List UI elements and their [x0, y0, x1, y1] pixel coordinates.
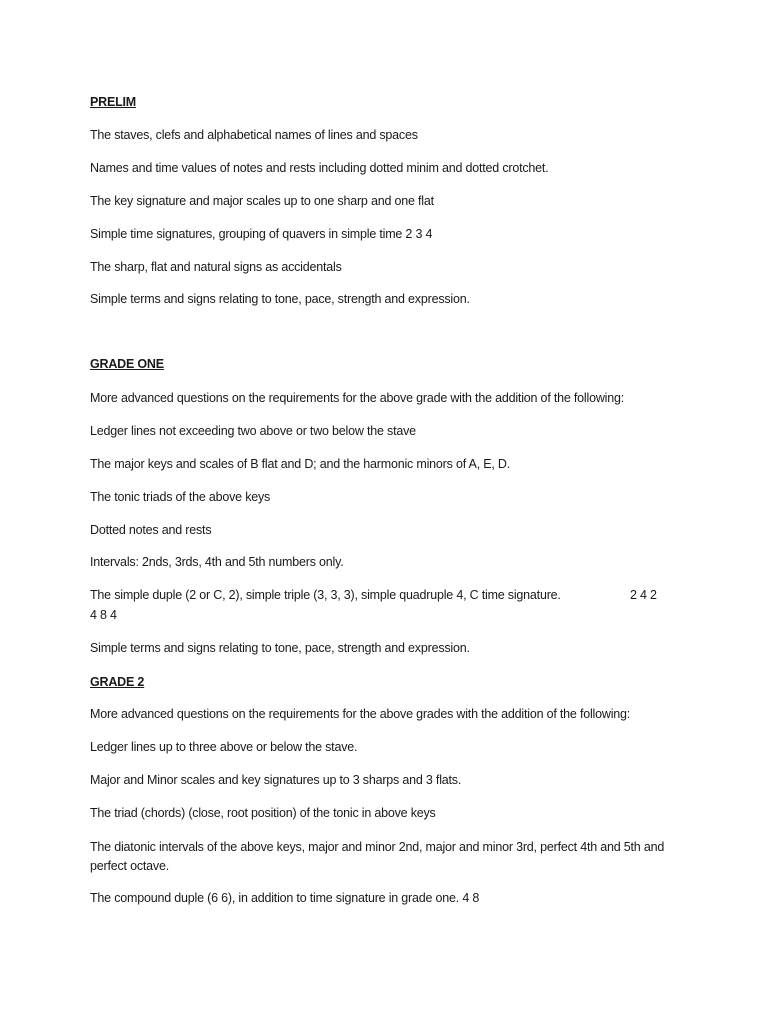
time-signature-top: 2 4 2 — [630, 588, 657, 602]
grade-one-item: The simple duple (2 or C, 2), simple triple (3, 3, 3), simple quadruple 4, C time signature. — [90, 588, 561, 602]
grade-two-item: Ledger lines up to three above or below the stave. — [90, 740, 358, 754]
grade-two-item: The compound duple (6 6), in addition to time signature in grade one. 4 8 — [90, 891, 480, 905]
grade-two-item: The diatonic intervals of the above keys, major and minor 2nd, major and minor 3rd, perfect 4th and 5th and perfect octave. — [90, 840, 665, 873]
grade-one-item: Dotted notes and rests — [90, 523, 212, 537]
grade-two-item: Major and Minor scales and key signatures up to 3 sharps and 3 flats. — [90, 773, 462, 787]
time-signature-bottom: 4 8 4 — [90, 608, 117, 622]
heading-grade-one: GRADE ONE — [90, 357, 164, 371]
prelim-item: Names and time values of notes and rests including dotted minim and dotted crotchet. — [90, 161, 549, 175]
heading-grade-two: GRADE 2 — [90, 675, 145, 689]
prelim-item: Simple time signatures, grouping of quavers in simple time 2 3 4 — [90, 227, 433, 241]
grade-one-item: More advanced questions on the requirements for the above grade with the addition of the following: — [90, 391, 625, 405]
prelim-item: Simple terms and signs relating to tone, pace, strength and expression. — [90, 292, 470, 306]
prelim-item: The sharp, flat and natural signs as accidentals — [90, 260, 342, 274]
grade-two-item: More advanced questions on the requirements for the above grades with the addition of the following: — [90, 707, 631, 721]
prelim-item: The staves, clefs and alphabetical names of lines and spaces — [90, 128, 418, 142]
prelim-item: The key signature and major scales up to one sharp and one flat — [90, 194, 434, 208]
grade-two-item: The triad (chords) (close, root position) of the tonic in above keys — [90, 806, 436, 820]
heading-prelim: PRELIM — [90, 95, 137, 109]
grade-one-item: The major keys and scales of B flat and D; and the harmonic minors of A, E, D. — [90, 457, 511, 471]
grade-one-item: Simple terms and signs relating to tone, pace, strength and expression. — [90, 641, 470, 655]
grade-one-item: Ledger lines not exceeding two above or two below the stave — [90, 424, 416, 438]
grade-one-item: Intervals: 2nds, 3rds, 4th and 5th numbers only. — [90, 555, 344, 569]
grade-one-item: The tonic triads of the above keys — [90, 490, 271, 504]
